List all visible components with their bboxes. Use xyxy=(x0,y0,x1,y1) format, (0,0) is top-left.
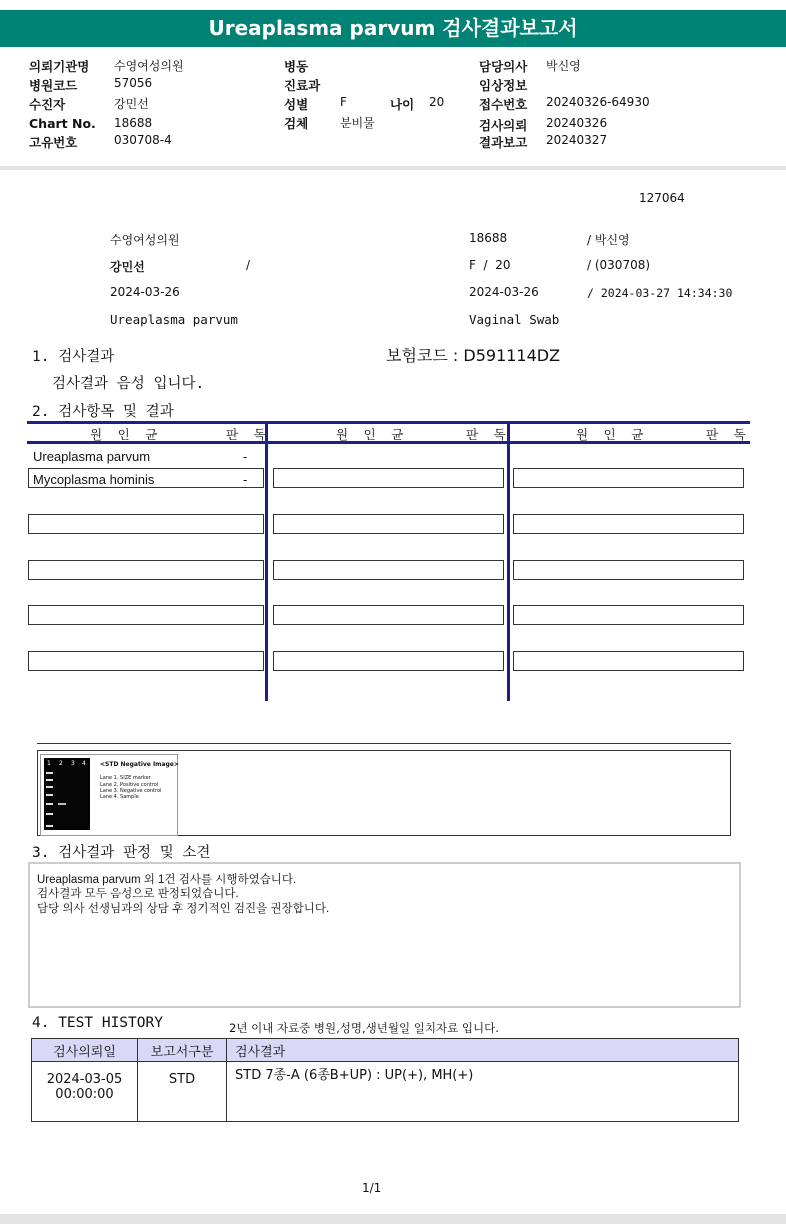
empty-cell xyxy=(28,560,264,580)
result-row-name: Ureaplasma parvum xyxy=(33,449,151,464)
doctor-value: 박신영 xyxy=(546,59,581,73)
empty-cell xyxy=(273,651,504,671)
section2-title: 2. 검사항목 및 결과 xyxy=(32,404,174,420)
gel-band xyxy=(46,779,53,781)
age-value: 20 xyxy=(429,95,445,109)
history-time: 00:00:00 xyxy=(55,1087,114,1102)
col3-pathogen-header: 원 인 균 xyxy=(576,427,648,442)
comment-line: 담당 의사 선생님과의 상담 후 정기적인 검진을 권장합니다. xyxy=(37,903,330,915)
unique-no-label: 고유번호 xyxy=(29,135,78,150)
receipt-no-label: 접수번호 xyxy=(479,97,528,112)
footer-bar xyxy=(0,1214,786,1224)
summary-slash: / xyxy=(246,258,251,272)
history-header-date: 검사의뢰일 xyxy=(32,1039,138,1062)
table-top-rule xyxy=(27,421,750,424)
sex-value: F xyxy=(340,95,347,109)
empty-cell xyxy=(28,605,264,625)
insurance-code: 보험코드 : D591114DZ xyxy=(386,346,561,365)
gel-band xyxy=(46,803,53,805)
gel-legend-item: Lane 1. SIZE marker xyxy=(100,775,151,781)
table-row xyxy=(32,1062,739,1122)
comment-line: 검사결과 모두 음성으로 판정되었습니다. xyxy=(37,888,239,900)
chart-no-label: Chart No. xyxy=(29,116,96,131)
request-date-label: 검사의뢰 xyxy=(479,118,528,133)
history-type: STD xyxy=(138,1062,227,1122)
summary-test-name: Ureaplasma parvum xyxy=(110,312,238,327)
history-table xyxy=(31,1038,739,1122)
summary-chart: 18688 xyxy=(469,231,508,245)
empty-cell xyxy=(273,514,504,534)
empty-cell xyxy=(513,514,744,534)
unique-no-value: 030708-4 xyxy=(114,133,172,147)
patient-value: 강민선 xyxy=(114,97,149,111)
gel-band xyxy=(46,772,53,774)
request-date-value: 20240326 xyxy=(546,116,608,130)
header-divider xyxy=(0,166,786,170)
gel-band xyxy=(46,786,53,788)
gel-legend-item: Lane 2. Positive control xyxy=(100,782,159,788)
summary-code: 127064 xyxy=(639,191,685,205)
receipt-no-value: 20240326-64930 xyxy=(546,95,650,109)
history-result: STD 7종-A (6종B+UP) : UP(+), MH(+) xyxy=(227,1062,739,1122)
empty-cell xyxy=(273,605,504,625)
section1-title: 1. 검사결과 xyxy=(32,349,115,365)
gel-image-title: <STD Negative Image> xyxy=(100,761,179,768)
report-date-label: 결과보고 xyxy=(479,135,528,150)
col2-judgement-header: 판 독 xyxy=(466,427,510,442)
empty-cell xyxy=(513,651,744,671)
col2-pathogen-header: 원 인 균 xyxy=(336,427,408,442)
hospital-code-value: 57056 xyxy=(114,76,153,90)
summary-report-datetime: / 2024-03-27 14:34:30 xyxy=(587,286,733,300)
summary-specimen: Vaginal Swab xyxy=(469,312,560,327)
empty-cell xyxy=(28,651,264,671)
hospital-value: 수영여성의원 xyxy=(114,59,184,73)
lane-number: 4 xyxy=(82,760,86,767)
lane-number: 3 xyxy=(71,760,75,767)
col3-judgement-header: 판 독 xyxy=(706,427,750,442)
section4-title: 4. TEST HISTORY xyxy=(32,1015,163,1031)
table-divider-2 xyxy=(507,421,510,701)
summary-patient: 강민선 xyxy=(110,260,145,274)
history-header-type: 보고서구분 xyxy=(138,1039,227,1062)
gel-legend-item: Lane 3. Negative control xyxy=(100,788,162,794)
summary-request-date: 2024-03-26 xyxy=(110,285,180,299)
comment-line: Ureaplasma parvum 외 1건 검사를 시행하였습니다. xyxy=(37,874,297,886)
page-number: 1/1 xyxy=(362,1181,382,1195)
specimen-label: 검체 xyxy=(284,116,309,131)
chart-no-value: 18688 xyxy=(114,116,153,130)
summary-hospital: 수영여성의원 xyxy=(110,233,180,247)
report-title: Ureaplasma parvum 검사결과보고서 xyxy=(208,16,578,40)
report-date-value: 20240327 xyxy=(546,133,608,147)
empty-cell xyxy=(513,468,744,488)
sex-label: 성별 xyxy=(284,97,309,112)
lane-number: 1 xyxy=(47,760,51,767)
age-label: 나이 xyxy=(390,97,415,112)
empty-cell xyxy=(513,560,744,580)
gel-legend-item: Lane 4. Sample xyxy=(100,794,139,800)
gel-band xyxy=(46,813,53,815)
history-date: 2024-03-05 xyxy=(46,1072,123,1087)
table-divider-1 xyxy=(265,421,268,701)
history-date-cell xyxy=(32,1062,138,1122)
summary-unique: / (030708) xyxy=(587,258,651,272)
gel-band xyxy=(58,803,66,805)
result-row-name: Mycoplasma hominis xyxy=(33,472,155,487)
col1-pathogen-header: 원 인 균 xyxy=(90,427,162,442)
history-header-result: 검사결과 xyxy=(227,1039,739,1062)
lane-number: 2 xyxy=(59,760,63,767)
empty-cell xyxy=(273,468,504,488)
result-row-value: - xyxy=(243,472,248,487)
empty-cell xyxy=(273,560,504,580)
ward-label: 병동 xyxy=(284,59,309,74)
section3-title: 3. 검사결과 판정 및 소견 xyxy=(32,845,211,861)
specimen-value: 분비물 xyxy=(340,116,375,130)
hospital-label: 의뢰기관명 xyxy=(29,59,90,74)
dept-label: 진료과 xyxy=(284,78,321,93)
summary-receipt-date: 2024-03-26 xyxy=(469,285,539,299)
clinical-info-label: 임상정보 xyxy=(479,78,528,93)
empty-cell xyxy=(28,514,264,534)
doctor-label: 담당의사 xyxy=(479,59,528,74)
history-note: 2년 이내 자료중 병원,성명,생년월일 일치자료 입니다. xyxy=(229,1021,499,1035)
gel-band xyxy=(46,825,53,827)
col1-judgement-header: 판 독 xyxy=(226,427,270,442)
section1-result: 검사결과 음성 입니다. xyxy=(52,376,205,392)
summary-sex-age: F / 20 xyxy=(469,258,511,272)
gel-band xyxy=(46,794,53,796)
gel-image xyxy=(44,758,90,830)
patient-label: 수진자 xyxy=(29,97,66,112)
summary-doctor: / 박신영 xyxy=(587,233,630,247)
result-row-value: - xyxy=(243,449,248,464)
hospital-code-label: 병원코드 xyxy=(29,78,78,93)
empty-cell xyxy=(513,605,744,625)
image-top-rule xyxy=(37,743,731,744)
